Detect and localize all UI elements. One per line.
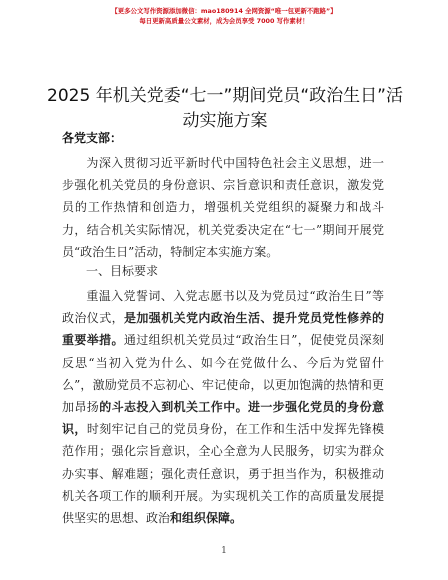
paragraph-goals-bold-2: 的斗志投入到机关工作中。进一步强化党员的身份意识， xyxy=(62,400,384,437)
paragraph-goals xyxy=(62,285,384,529)
paragraph-intro-text: 为深入贯彻习近平新时代中国特色社会主义思想，进一步强化机关党员的身份意识、宗旨意识和责任意识，激发党员的工作热情和创造力，增强机关党组织的凝聚力和战斗力，结合机关实际情况，机关党委决定在“七一”期间开展党员“政治生日”活动，特制定本实施方案。 xyxy=(62,156,384,259)
salutation: 各党支部： xyxy=(62,131,123,145)
section-heading-goals: 一、目标要求 xyxy=(86,264,159,278)
promo-banner-line-1: 【更多公文写作资源添加微信：mao180914 全网资源“唯一包更新不跑路”】 xyxy=(111,7,337,15)
page-number: 1 xyxy=(221,546,227,556)
paragraph-goals-bold-1: 是加强机关党内政治生活、提升党员党性修养的重要举措。 xyxy=(62,311,384,348)
paragraph-goals-part-1: 重温入党誓词、入党志愿书以及为党员过“政治生日”等政治仪式， xyxy=(62,289,384,326)
paragraph-goals-part-5: 时刻牢记自己的党员身份，在工作和生活中发挥先锋模范作用；强化宗旨意识，全心全意为人民服务，切实为群众办实事、解难题；强化责任意识，勇于担当作为，积极推动机关各项工作的顺利开展。为实现机关工作的高质量发展提供坚实的思想、政治 xyxy=(62,422,384,526)
paragraph-goals-bold-3: 和组织保障。 xyxy=(170,511,243,526)
promo-banner-line-2: 每日更新高质量公文素材，成为会员享受 7000 写作素材！ xyxy=(139,17,309,25)
promo-banner xyxy=(0,6,448,26)
paragraph-intro xyxy=(62,152,384,263)
document-title: 2025 年机关党委“七一”期间党员“政治生日”活动实施方案 xyxy=(47,86,403,131)
paragraph-goals-part-3: 通过组织机关党员过“政治生日”，促使党员深刻反思“当初入党为什么、如今在党做什么、今后为党留什么”，激励党员不忘初心、牢记使命，以更加饱满的热情和更加昂扬 xyxy=(62,333,384,415)
